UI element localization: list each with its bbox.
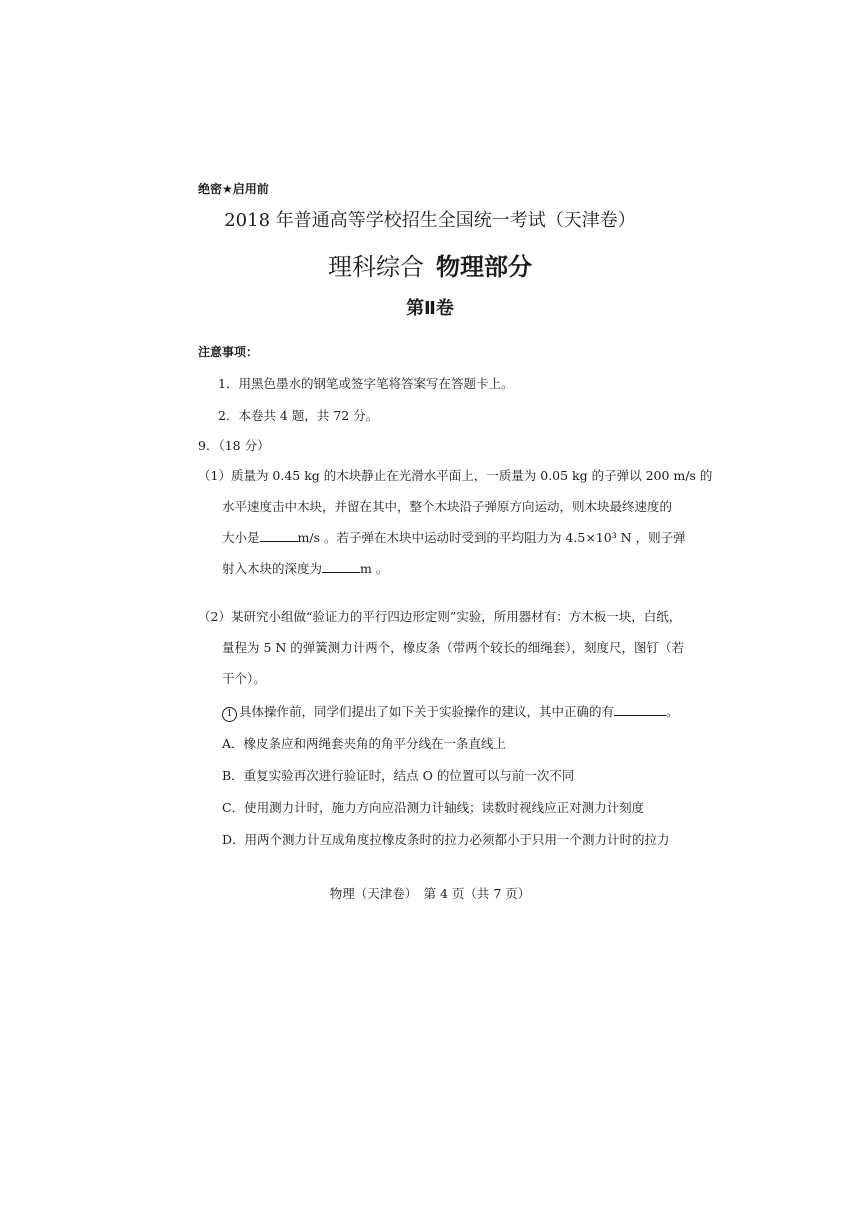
q9-part2-sub1 xyxy=(222,702,679,722)
subject-left: 理科综合 xyxy=(328,253,424,281)
q9-part1-line4-a: 射入木块的深度为 xyxy=(222,561,323,576)
subject-right: 物理部分 xyxy=(436,253,532,281)
page-footer: 物理（天津卷） 第 4 页（共 7 页） xyxy=(329,886,531,901)
answer-blank-depth[interactable] xyxy=(322,561,360,573)
notice-item-1: 1．用黑色墨水的钢笔或签字笔将答案写在答题卡上。 xyxy=(218,376,514,391)
q9-part1-line3-a: 大小是 xyxy=(222,530,260,545)
option-c: C．使用测力计时，施力方向应沿测力计轴线；读数时视线应正对测力计刻度 xyxy=(222,800,645,815)
q9-part1-line4-b: m 。 xyxy=(360,561,389,576)
volume-title: 第Ⅱ卷 xyxy=(406,298,454,319)
q9-part2-line1: （2）某研究小组做“验证力的平行四边形定则”实验，所用器材有：方木板一块，白纸， xyxy=(198,609,682,624)
q9-part2-sub1-text: 具体操作前，同学们提出了如下关于实验操作的建议，其中正确的有 xyxy=(239,704,615,719)
option-a: A．橡皮条应和两绳套夹角的角平分线在一条直线上 xyxy=(222,736,507,751)
q9-part2-line3: 干个）。 xyxy=(222,671,266,686)
q9-part1-line3-b: m/s 。若子弹在木块中运动时受到的平均阻力为 4.5×10³ N ，则子弹 xyxy=(297,530,686,545)
q9-part2-line2: 量程为 5 N 的弹簧测力计两个，橡皮条（带两个较长的细绳套），刻度尺，图钉（若 xyxy=(222,640,685,655)
option-b: B．重复实验再次进行验证时，结点 O 的位置可以与前一次不同 xyxy=(222,768,575,783)
secret-mark: 绝密★启用前 xyxy=(198,182,269,196)
q9-part1-line1: （1）质量为 0.45 kg 的木块静止在光滑水平面上，一质量为 0.05 kg 的子弹以 200 m/s 的 xyxy=(198,468,713,483)
option-d: D．用两个测力计互成角度拉橡皮条时的拉力必须都小于只用一个测力计时的拉力 xyxy=(222,832,670,847)
subject-title xyxy=(0,247,860,282)
q9-part2-sub1-end: 。 xyxy=(666,704,679,719)
exam-title: 2018 年普通高等学校招生全国统一考试（天津卷） xyxy=(224,210,636,231)
answer-blank-options[interactable] xyxy=(614,704,666,716)
circled-number-1: 1 xyxy=(222,707,237,722)
notice-heading: 注意事项： xyxy=(198,345,259,359)
q9-part1-line4 xyxy=(222,559,388,577)
q9-part1-line2: 水平速度击中木块，并留在其中，整个木块沿子弹原方向运动，则木块最终速度的 xyxy=(222,499,673,514)
q9-part1-line3 xyxy=(222,528,686,546)
notice-item-2: 2．本卷共 4 题，共 72 分。 xyxy=(218,408,379,423)
answer-blank-velocity[interactable] xyxy=(260,530,298,542)
question-9-number: 9．（18 分） xyxy=(198,438,270,453)
